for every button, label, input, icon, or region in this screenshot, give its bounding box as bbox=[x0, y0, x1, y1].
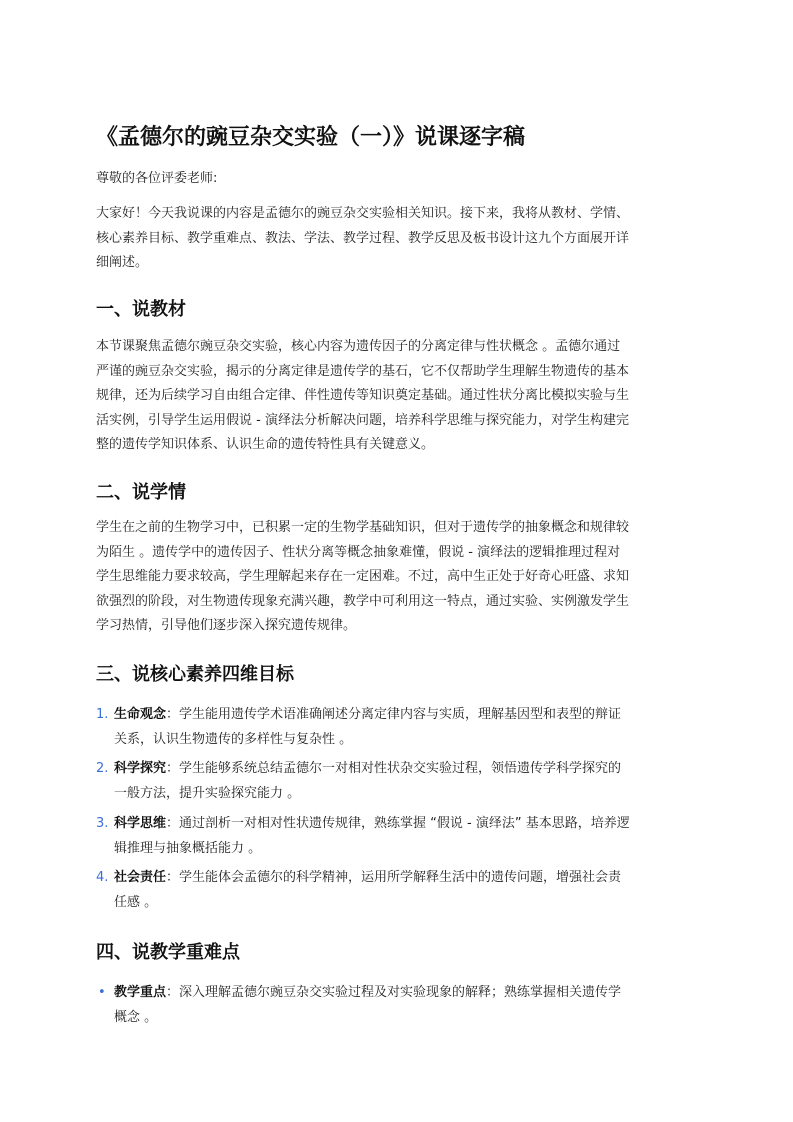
list-text: 辑推理与抽象概括能力 。 bbox=[114, 840, 262, 856]
section-paragraph-textbook bbox=[96, 335, 702, 458]
paragraph-line: 学生在之前的生物学习中，已积累一定的生物学基础知识，但对于遗传学的抽象概念和规律较 bbox=[96, 520, 630, 535]
list-number: 2. bbox=[96, 761, 109, 776]
list-text: ：学生能够系统总结孟德尔一对相对性状杂交实验过程，领悟遗传学科学探究的 bbox=[166, 761, 622, 776]
paragraph-line: 严谨的豌豆杂交实验，揭示的分离定律是遗传学的基石，它不仅帮助学生理解生物遗传的基本 bbox=[96, 363, 630, 379]
list-text: ：深入理解孟德尔豌豆杂交实验过程及对实验现象的解释；熟练掌握相关遗传学 bbox=[166, 985, 622, 1000]
bullet-icon: • bbox=[98, 985, 106, 1000]
section-paragraph-learners bbox=[96, 516, 702, 639]
paragraph-line: 学习热情，引导他们逐步深入探究遗传规律。 bbox=[96, 618, 357, 633]
list-term: 生命观念 bbox=[114, 707, 167, 722]
section-title-core-goals: 三、说核心素养四维目标 bbox=[96, 664, 294, 685]
section-title-textbook: 一、说教材 bbox=[96, 299, 186, 320]
list-term: 社会责任 bbox=[114, 870, 167, 885]
list-item bbox=[96, 703, 702, 752]
list-term: 科学探究 bbox=[114, 761, 167, 776]
list-item bbox=[96, 981, 702, 1030]
list-item bbox=[96, 812, 702, 861]
paragraph-line: 活实例，引导学生运用假说 - 演绎法分析解决问题，培养科学思维与探究能力，对学生构建完 bbox=[96, 412, 629, 428]
list-text: ：学生能体会孟德尔的科学精神，运用所学解释生活中的遗传问题，增强社会责 bbox=[166, 870, 622, 885]
list-number: 1. bbox=[96, 707, 109, 722]
intro-line: 细阐述。 bbox=[96, 255, 149, 270]
greeting: 尊敬的各位评委老师: bbox=[96, 171, 218, 186]
intro-line: 大家好！今天我说课的内容是孟德尔的豌豆杂交实验相关知识。接下来，我将从教材、学情、 bbox=[96, 206, 630, 221]
list-item bbox=[96, 757, 702, 806]
list-text: 一般方法，提升实验探究能力 。 bbox=[114, 785, 301, 801]
list-term: 科学思维 bbox=[114, 816, 167, 831]
list-text: 概念 。 bbox=[114, 1009, 158, 1025]
list-text: 任感 。 bbox=[114, 894, 158, 910]
section-title-key-points: 四、说教学重难点 bbox=[96, 942, 240, 963]
document-title: 《孟德尔的豌豆杂交实验（一）》说课逐字稿 bbox=[96, 125, 526, 150]
intro-line: 核心素养目标、教学重难点、教法、学法、教学过程、教学反思及板书设计这九个方面展开详 bbox=[96, 230, 630, 246]
paragraph-line: 为陌生 。遗传学中的遗传因子、性状分离等概念抽象难懂，假说 - 演绎法的逻辑推理过程对 bbox=[96, 544, 621, 560]
list-term: 教学重点 bbox=[114, 985, 167, 1000]
list-number: 4. bbox=[96, 870, 109, 885]
intro-paragraph bbox=[96, 202, 702, 276]
paragraph-line: 本节课聚焦孟德尔豌豆杂交实验，核心内容为遗传因子的分离定律与性状概念 。孟德尔通过 bbox=[96, 339, 621, 354]
list-text: ：学生能用遗传学术语准确阐述分离定律内容与实质，理解基因型和表型的辩证 bbox=[166, 707, 622, 722]
list-text: ：通过剖析一对相对性状遗传规律，熟练掌握 “假说 - 演绎法” 基本思路，培养逻 bbox=[166, 816, 630, 831]
paragraph-line: 规律，还为后续学习自由组合定律、伴性遗传等知识奠定基础。通过性状分离比模拟实验与生 bbox=[96, 388, 630, 403]
paragraph-line: 欲强烈的阶段，对生物遗传现象充满兴趣，教学中可利用这一特点，通过实验、实例激发学生 bbox=[96, 593, 630, 609]
list-text: 关系，认识生物遗传的多样性与复杂性 。 bbox=[114, 731, 353, 747]
list-item bbox=[96, 866, 702, 915]
paragraph-line: 整的遗传学知识体系、认识生命的遗传特性具有关键意义。 bbox=[96, 437, 435, 452]
list-number: 3. bbox=[96, 816, 109, 831]
section-title-learners: 二、说学情 bbox=[96, 482, 186, 503]
paragraph-line: 学生思维能力要求较高，学生理解起来存在一定困难。不过，高中生正处于好奇心旺盛、求知 bbox=[96, 569, 630, 584]
